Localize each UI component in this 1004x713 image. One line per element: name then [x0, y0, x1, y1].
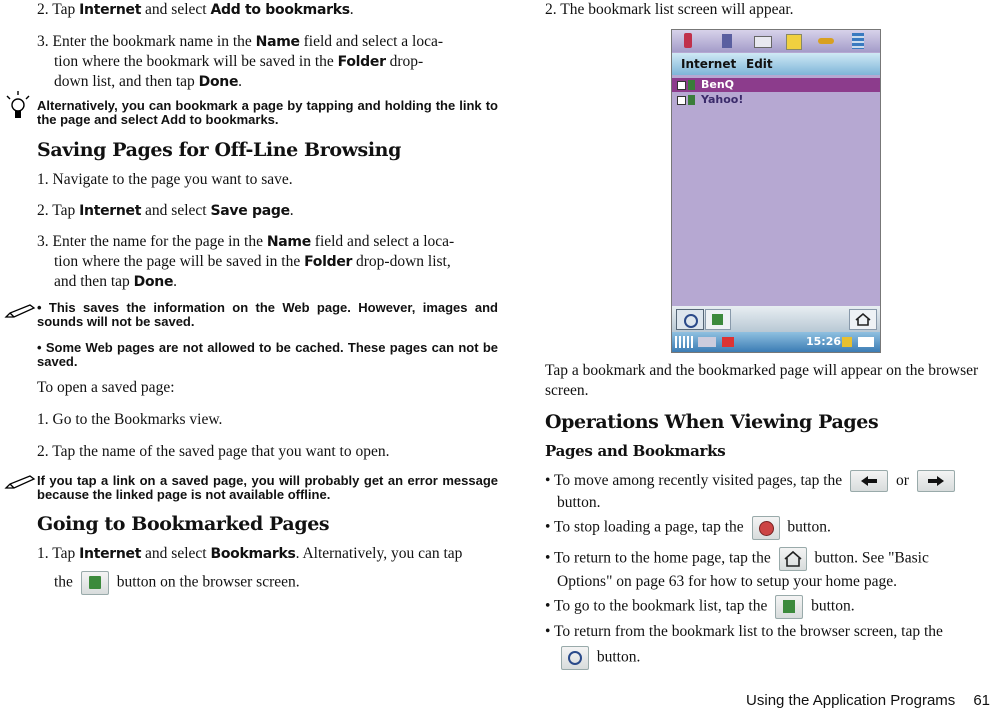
page-number: 61: [973, 692, 990, 709]
step-bookmarks-view: 1. Go to the Bookmarks view.: [37, 411, 223, 428]
checkbox: [677, 81, 686, 90]
footer-title: Using the Application Programs: [746, 692, 956, 709]
step-save-page: 2. Tap Internet and select Save page.: [37, 202, 294, 219]
phone-toolbar: [672, 306, 880, 332]
signal-icon: [675, 336, 695, 348]
phone-status-bar: [672, 332, 880, 352]
menu-internet[interactable]: Internet: [681, 57, 737, 71]
heading-operations: Operations When Viewing Pages: [545, 411, 879, 433]
bullet-stop-loading: • To stop loading a page, tap the button.: [545, 516, 831, 540]
bullet-back-forward: • To move among recently visited pages, tap the or button.: [545, 470, 1000, 513]
heading-going-bookmarked: Going to Bookmarked Pages: [37, 513, 330, 535]
status-time: 15:26: [806, 335, 842, 348]
pencil-note-icon: [4, 302, 36, 320]
phone-app-icon: [684, 33, 692, 48]
step-tap-bookmarks: 1. Tap Internet and select Bookmarks. Alternatively, you can tap the button on the browser screen.: [37, 544, 507, 595]
bookmark-row-yahoo[interactable]: Yahoo!: [672, 93, 880, 107]
battery-icon: [858, 337, 874, 347]
bullet-home-page: • To return to the home page, tap the button. See "Basic Options" on page 63 for how to setup your home page.: [545, 547, 1000, 592]
bookmark-list-icon: [775, 595, 803, 619]
step-navigate: 1. Navigate to the page you want to save.: [37, 171, 293, 188]
back-arrow-icon: [850, 470, 888, 492]
bookmark-list-button-icon[interactable]: [705, 309, 731, 330]
home-icon: [779, 547, 807, 571]
menu-grid-icon: [852, 33, 864, 49]
calendar-app-icon: [786, 34, 802, 50]
mail-app-icon: [754, 36, 772, 48]
phone-menu-bar: [672, 53, 880, 75]
keyboard-icon: [698, 337, 716, 347]
menu-edit[interactable]: Edit: [746, 57, 773, 71]
bullet-return-browser: • To return from the bookmark list to the browser screen, tap the button.: [545, 621, 1003, 670]
page-footer: [746, 692, 990, 709]
step-enter-bookmark-name: 3. Enter the bookmark name in the Name field and select a loca- tion where the bookmark will be saved in the Folder drop- down list, and then tap Done.: [37, 33, 444, 90]
bookmark-flag-icon: [688, 80, 695, 90]
forward-arrow-icon: [917, 470, 955, 492]
note-offline-link: If you tap a link on a saved page, you will probably get an error message because the linked page is not available offline.: [37, 473, 498, 502]
message-icon: [722, 337, 734, 347]
phone-screenshot: [671, 29, 881, 353]
tap-bookmark-text: Tap a bookmark and the bookmarked page will appear on the browser screen.: [545, 362, 979, 399]
volume-icon: [842, 337, 852, 347]
pencil-note-icon: [4, 473, 36, 491]
heading-saving-pages: Saving Pages for Off-Line Browsing: [37, 139, 401, 161]
step-enter-page-name: 3. Enter the name for the page in the Name field and select a loca- tion where the page will be saved in the Folder drop-down list, and then tap Done.: [37, 233, 455, 290]
note-not-cached: • Some Web pages are not allowed to be cached. These pages can not be saved.: [37, 340, 498, 369]
lightbulb-tip-icon: [3, 90, 33, 120]
step-tap-saved: 2. Tap the name of the saved page that you want to open.: [37, 443, 390, 460]
browser-icon: [561, 646, 589, 670]
browser-button-icon[interactable]: [676, 309, 704, 330]
tip-bookmark-hold: Alternatively, you can bookmark a page by tapping and holding the link to the page and select Add to bookmarks.: [37, 98, 498, 127]
bookmark-list-button-icon: [81, 571, 109, 595]
contacts-app-icon: [722, 34, 732, 48]
phone-app-bar: [672, 30, 880, 52]
stop-icon: [752, 516, 780, 540]
home-button-icon[interactable]: [849, 309, 877, 330]
bookmark-flag-icon: [688, 95, 695, 105]
checkbox: [677, 96, 686, 105]
note-info-saved: • This saves the information on the Web page. However, images and sounds will not be saved.: [37, 300, 498, 329]
step-add-bookmark: 2. Tap Internet and select Add to bookmarks.: [37, 1, 354, 18]
bookmark-row-benq[interactable]: BenQ: [672, 78, 880, 92]
tools-app-icon: [818, 38, 834, 44]
open-saved-intro: To open a saved page:: [37, 379, 175, 396]
bullet-bookmark-list: • To go to the bookmark list, tap the button.: [545, 595, 855, 619]
heading-pages-bookmarks: Pages and Bookmarks: [545, 442, 726, 460]
step-bookmark-list-appear: 2. The bookmark list screen will appear.: [545, 1, 794, 18]
